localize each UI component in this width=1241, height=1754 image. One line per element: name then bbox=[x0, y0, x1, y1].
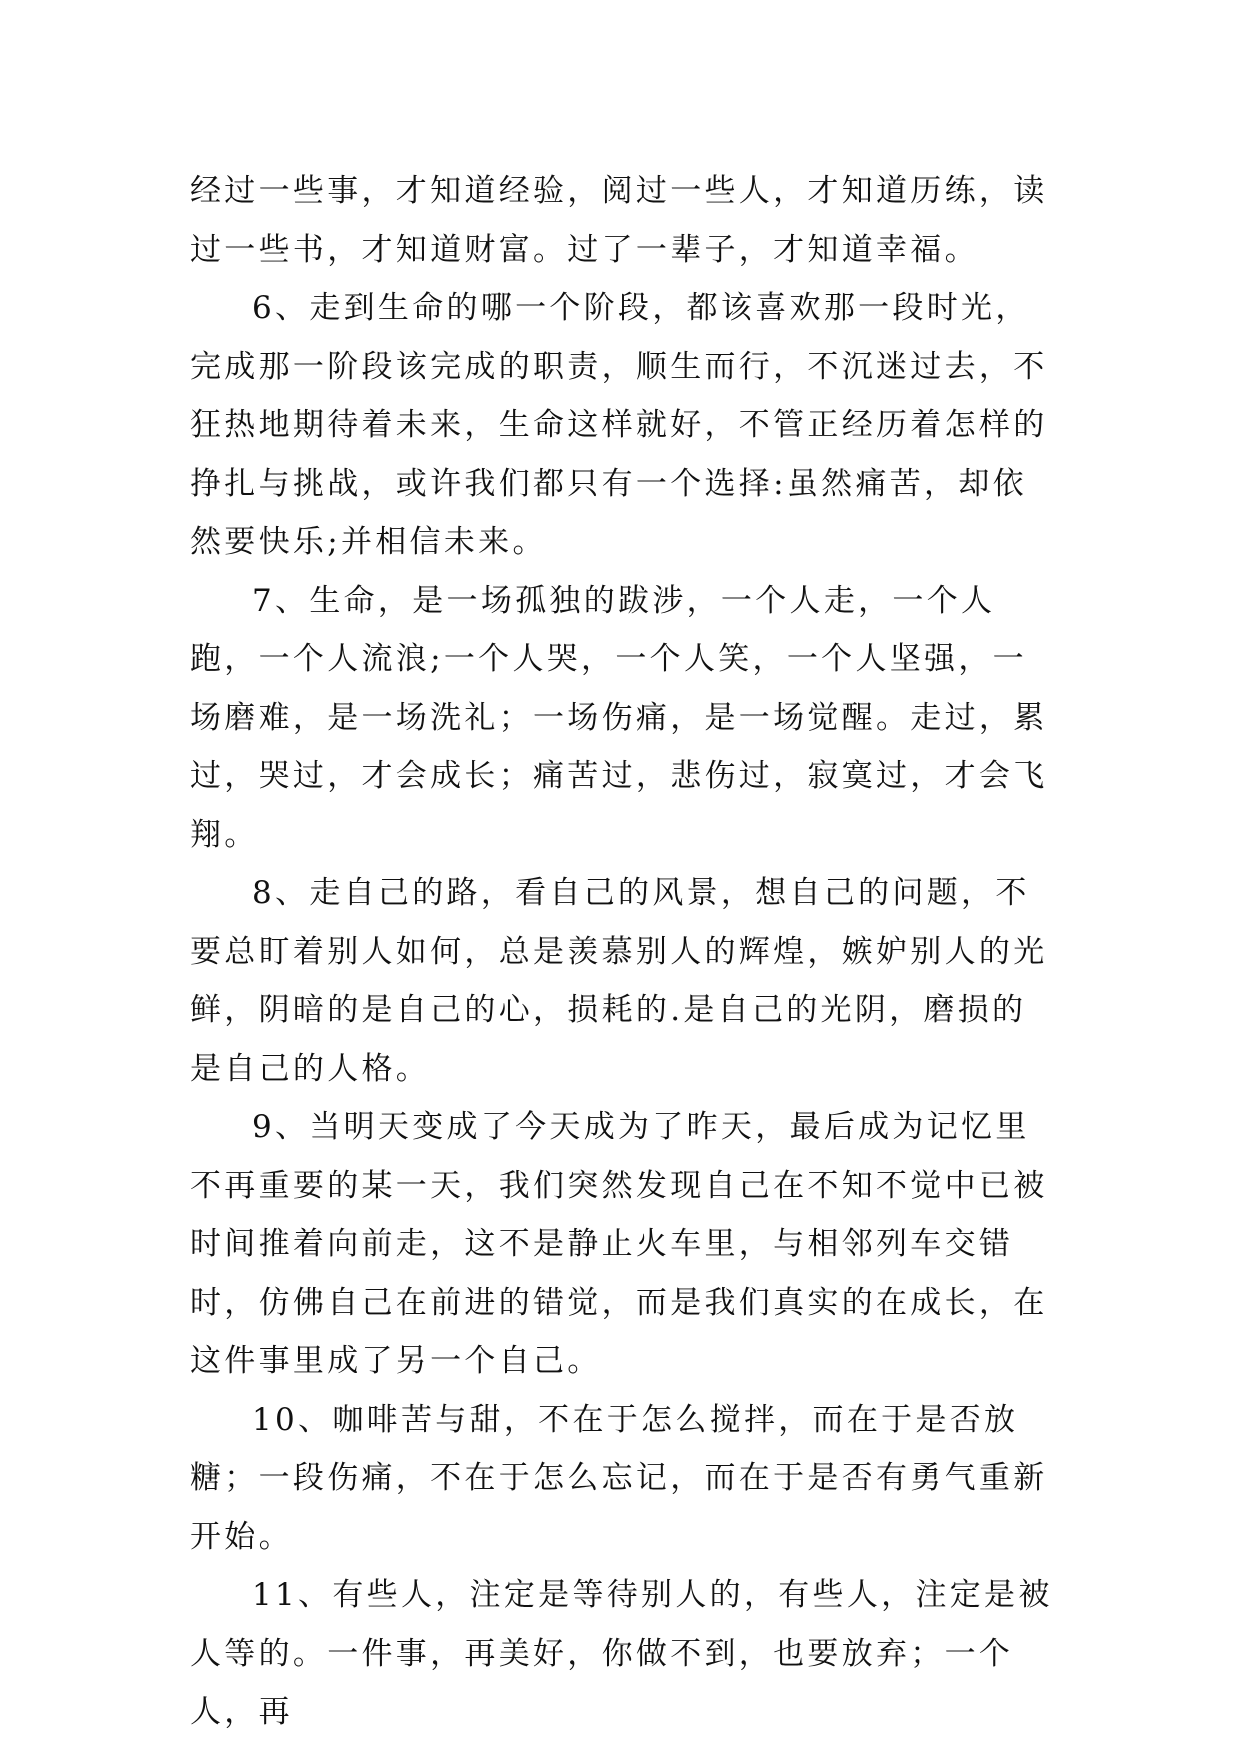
paragraph: 9、当明天变成了今天成为了昨天，最后成为记忆里不再重要的某一天，我们突然发现自己在不知不觉中已被时间推着向前走，这不是静止火车里，与相邻列车交错时，仿佛自己在前进的错觉，而是我们真实的在成长，在这件事里成了另一个自己。 bbox=[190, 1109, 1048, 1379]
paragraph: 8、走自己的路，看自己的风景，想自己的问题，不要总盯着别人如何，总是羡慕别人的辉煌，嫉妒别人的光鲜，阴暗的是自己的心，损耗的.是自己的光阴，磨损的是自己的人格。 bbox=[190, 875, 1048, 1087]
paragraph: 10、咖啡苦与甜，不在于怎么搅拌，而在于是否放糖；一段伤痛，不在于怎么忘记，而在于是否有勇气重新开始。 bbox=[190, 1401, 1048, 1555]
paragraph: 经过一些事，才知道经验，阅过一些人，才知道历练，读过一些书，才知道财富。过了一辈子，才知道幸福。 bbox=[190, 173, 1048, 268]
document-body bbox=[190, 162, 1058, 1742]
paragraph: 6、走到生命的哪一个阶段，都该喜欢那一段时光，完成那一阶段该完成的职责，顺生而行，不沉迷过去，不狂热地期待着未来，生命这样就好，不管正经历着怎样的挣扎与挑战，或许我们都只有一个选择:虽然痛苦，却依然要快乐;并相信未来。 bbox=[190, 290, 1048, 560]
paragraph: 7、生命，是一场孤独的跋涉，一个人走，一个人跑，一个人流浪;一个人哭，一个人笑，一个人坚强，一场磨难，是一场洗礼；一场伤痛，是一场觉醒。走过，累过，哭过，才会成长；痛苦过，悲伤过，寂寞过，才会飞翔。 bbox=[190, 582, 1048, 853]
paragraph: 11、有些人，注定是等待别人的，有些人，注定是被人等的。一件事，再美好，你做不到，也要放弃；一个人，再 bbox=[190, 1577, 1053, 1730]
